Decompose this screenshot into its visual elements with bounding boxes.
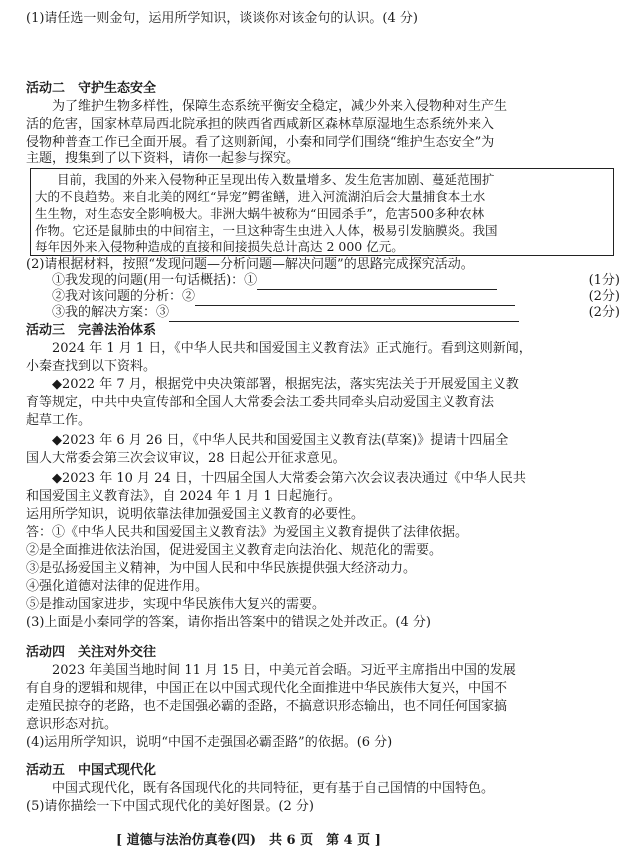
answer-line-4: ④强化道德对法律的促进作用。 — [26, 579, 209, 594]
bullet-line-5: 国人大常委会第三次会议审议，28 日起公开征求意见。 — [26, 451, 346, 466]
activity-4-intro-3: 走殖民掠夺的老路，也不走国强必霸的歪路，不搞意识形态输出，也不同任何国家搞 — [26, 699, 508, 714]
material-line-1: 目前，我国的外来入侵物种正呈现出传入数量增多、发生危害加剧、蔓延范围扩 — [57, 172, 495, 187]
bullet-line-4: ◆2023 年 6 月 26 日，《中华人民共和国爱国主义教育法(草案)》提请十四届全 — [52, 433, 509, 448]
bullet-line-2: 育等规定，中共中央宣传部和全国人大常委会法工委共同牵头启动爱国主义教育法 — [26, 395, 495, 410]
sub-question-3-label: ③我的解决方案：③ — [52, 305, 170, 320]
material-box — [30, 168, 614, 256]
activity-5-intro: 中国式现代化，既有各国现代化的共同特征，更有基于自己国情的中国特色。 — [52, 781, 495, 796]
sub-question-2-score: (2分) — [588, 289, 620, 304]
material-line-3: 生生物，对生态安全影响极大。非洲大蜗牛被称为“田园杀手”，危害500多种农林 — [35, 206, 485, 221]
bullet-line-6: ◆2023 年 10 月 24 日，十四届全国人大常委会第六次会议表决通过《中华人民共 — [52, 471, 526, 486]
material-line-4: 作物。它还是鼠肺虫的中间宿主，一旦这种寄生虫进入人体，极易引发脑膜炎。我国 — [35, 223, 498, 238]
page-footer: [ 道德与法治仿真卷(四) 共 6 页 第 4 页 ] — [116, 833, 381, 848]
material-line-5: 每年因外来入侵物种造成的直接和间接损失总计高达 2 000 亿元。 — [35, 239, 404, 254]
sub-question-1-score: (1分) — [588, 273, 620, 288]
question-2: (2)请根据材料，按照“发现问题—分析问题—解决问题”的思路完成探究活动。 — [26, 257, 474, 272]
activity-4-intro-2: 有自身的逻辑和规律，中国正在以中国式现代化全面推进中华民族伟大复兴，中国不 — [26, 681, 508, 696]
question-5: (5)请你描绘一下中国式现代化的美好图景。(2 分) — [26, 799, 314, 814]
bullet-line-3: 起草工作。 — [26, 413, 92, 428]
bullet-line-7: 和国爱国主义教育法》，自 2024 年 1 月 1 日起施行。 — [26, 489, 341, 504]
sub-question-2-label: ②我对该问题的分析：② — [52, 289, 196, 304]
answer-line-2: ②是全面推进依法治国，促进爱国主义教育走向法治化、规范化的需要。 — [26, 543, 443, 558]
sub-question-3-score: (2分) — [588, 305, 620, 320]
answer-blank-3[interactable] — [169, 307, 519, 322]
answer-line-1: 答：①《中华人民共和国爱国主义教育法》为爱国主义教育提供了法律依据。 — [26, 525, 469, 540]
answer-line-3: ③是弘扬爱国主义精神，为中国人民和中华民族提供强大经济动力。 — [26, 561, 417, 576]
activity-2-intro-1: 为了维护生物多样性，保障生态系统平衡安全稳定，减少外来入侵物种对生产生 — [52, 99, 508, 114]
activity-4-title: 活动四 关注对外交往 — [26, 645, 157, 660]
activity-3-title: 活动三 完善法治体系 — [26, 323, 157, 338]
question-4: (4)运用所学知识，说明“中国不走强国必霸歪路”的依据。(6 分) — [26, 735, 393, 750]
activity-3-intro-1: 2024 年 1 月 1 日，《中华人民共和国爱国主义教育法》正式施行。看到这则新闻， — [52, 341, 532, 356]
material-line-2: 大的不良趋势。来自北美的网红“异宠”鳄雀鳝，进入河流湖泊后会大量捕食本土水 — [35, 189, 486, 204]
activity-3-intro-2: 小秦查找到以下资料。 — [26, 359, 157, 374]
activity-2-intro-4: 主题，搜集到了以下资料，请你一起参与探究。 — [26, 151, 300, 166]
activity-5-title: 活动五 中国式现代化 — [26, 763, 157, 778]
activity-2-title: 活动二 守护生态安全 — [26, 81, 157, 96]
activity-3-task: 运用所学知识，说明依靠法律加强爱国主义教育的必要性。 — [26, 507, 365, 522]
sub-question-1-label: ①我发现的问题(用一句话概括)：① — [52, 273, 258, 288]
bullet-line-1: ◆2022 年 7 月，根据党中央决策部署，根据宪法，落实宪法关于开展爱国主义教 — [52, 377, 519, 392]
sub-question-3 — [26, 304, 562, 322]
activity-2-intro-2: 活的危害，国家林草局西北院承担的陕西省西咸新区森林草原湿地生态系统外来入 — [26, 117, 495, 132]
question-3: (3)上面是小秦同学的答案，请你指出答案中的错误之处并改正。(4 分) — [26, 615, 431, 630]
answer-line-5: ⑤是推动国家进步，实现中华民族伟大复兴的需要。 — [26, 597, 326, 612]
activity-2-intro-3: 侵物种普查工作已全面开展。看了这则新闻，小秦和同学们围绕“维护生态安全”为 — [26, 135, 495, 150]
question-1: (1)请任选一则金句，运用所学知识，谈谈你对该金句的认识。(4 分) — [26, 11, 418, 26]
activity-4-intro-4: 意识形态对抗。 — [26, 717, 118, 732]
activity-4-intro-1: 2023 年美国当地时间 11 月 15 日，中美元首会晤。习近平主席指出中国的发展 — [52, 663, 516, 678]
